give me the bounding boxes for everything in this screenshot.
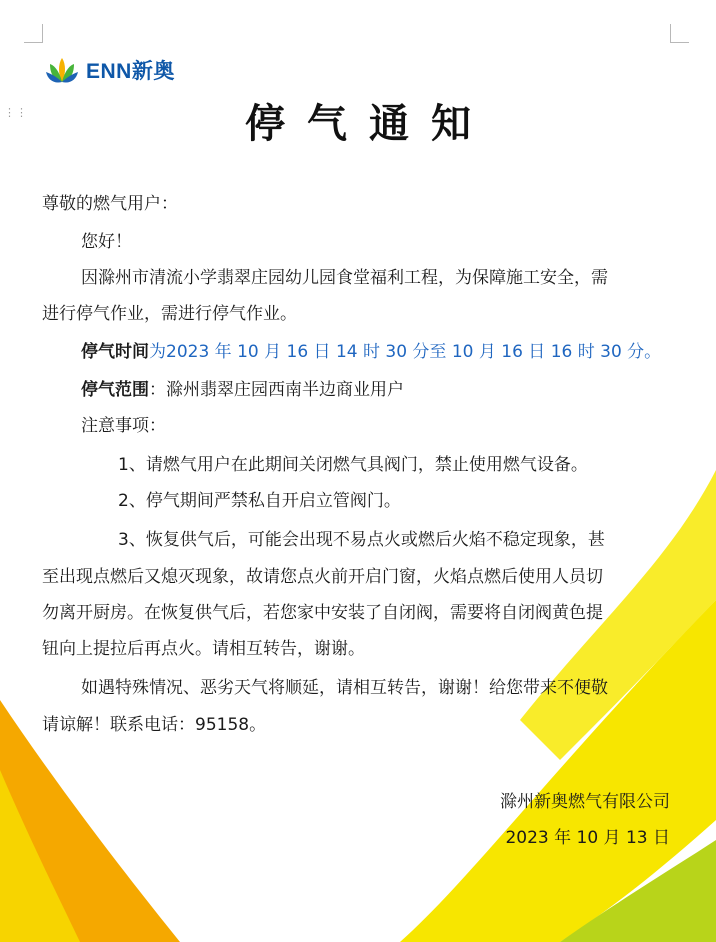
notes-heading: 注意事项： bbox=[81, 416, 166, 436]
closing-line-2: 请谅解！联系电话：95158。 bbox=[42, 715, 267, 735]
intro-line-1: 因滁州市清流小学翡翠庄园幼儿园食堂福利工程，为保障施工安全，需 bbox=[81, 268, 608, 288]
logo-text: ENN新奥 bbox=[86, 60, 175, 83]
salutation: 尊敬的燃气用户： bbox=[42, 194, 178, 214]
outage-time-prefix: 为 bbox=[149, 342, 166, 362]
note-1: 1、请燃气用户在此期间关闭燃气具阀门，禁止使用燃气设备。 bbox=[118, 455, 588, 475]
outage-scope-label: 停气范围 bbox=[81, 380, 149, 400]
outage-time-value: 2023 年 10 月 16 日 14 时 30 分至 10 月 16 日 16 时 30 分。 bbox=[166, 342, 662, 362]
outage-time-label: 停气时间 bbox=[81, 342, 149, 362]
crop-mark-top-right bbox=[670, 24, 689, 43]
outage-scope-line bbox=[81, 378, 404, 402]
enn-flower-icon bbox=[42, 50, 82, 90]
outage-time-line bbox=[81, 340, 661, 364]
note-3-line-4: 钮向上提拉后再点火。请相互转告，谢谢。 bbox=[42, 639, 365, 659]
closing-line-1: 如遇特殊情况、恶劣天气将顺延，请相互转告，谢谢！给您带来不便敬 bbox=[81, 678, 608, 698]
page-title: 停气通知 bbox=[245, 100, 493, 147]
note-3-line-3: 勿离开厨房。在恢复供气后，若您家中安装了自闭阀，需要将自闭阀黄色提 bbox=[42, 603, 603, 623]
signature-date: 2023 年 10 月 13 日 bbox=[505, 828, 670, 848]
outage-scope-value: ：滁州翡翠庄园西南半边商业用户 bbox=[149, 380, 404, 400]
signature-company: 滁州新奥燃气有限公司 bbox=[500, 792, 670, 812]
intro-line-2: 进行停气作业，需进行停气作业。 bbox=[42, 304, 297, 324]
note-3-line-1: 3、恢复供气后，可能会出现不易点火或燃后火焰不稳定现象，甚 bbox=[118, 530, 605, 550]
company-logo bbox=[42, 50, 175, 90]
note-2: 2、停气期间严禁私自开启立管阀门。 bbox=[118, 491, 401, 511]
crop-mark-top-left bbox=[24, 24, 43, 43]
drag-handle-icon[interactable]: ⋮⋮ bbox=[4, 106, 28, 119]
note-3-line-2: 至出现点燃后又熄灭现象，故请您点火前开启门窗，火焰点燃后使用人员切 bbox=[42, 567, 603, 587]
greeting: 您好！ bbox=[81, 232, 132, 252]
